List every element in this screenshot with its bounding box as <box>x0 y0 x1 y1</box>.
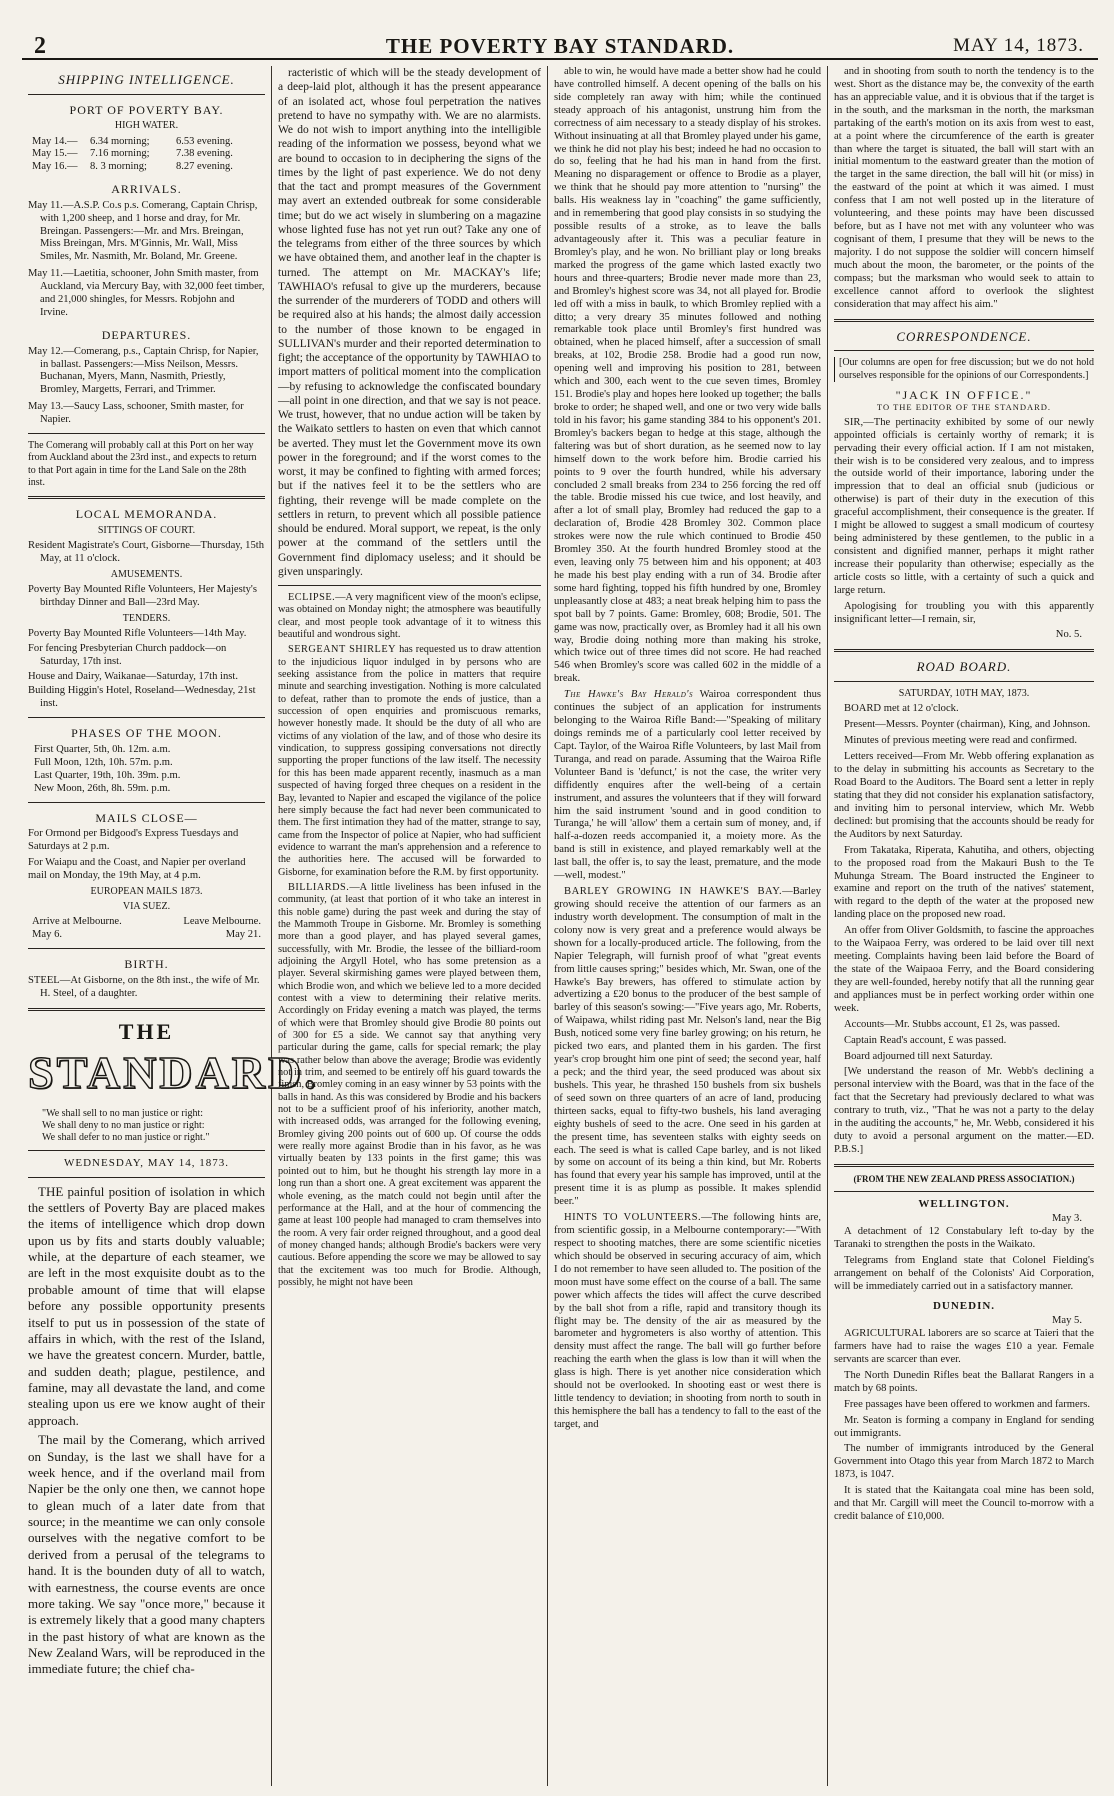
road-board-paragraph: Board adjourned till next Saturday. <box>844 1050 993 1062</box>
arrival-entry: May 11.—Laetitia, schooner, John Smith master, from Auckland, via Mercury Bay, with 32,000 feet timber, and 21,000 shingles, for Messrs. Robjohn and Irvine. <box>28 268 265 319</box>
road-board-paragraph: BOARD met at 12 o'clock. <box>844 703 959 715</box>
moon-phase: Full Moon, 12th, 10h. 57m. p.m. <box>34 756 173 768</box>
mails-line: For Ormond per Bidgood's Express Tuesdays and Saturdays at 2 p.m. <box>28 828 239 853</box>
wellington-heading: WELLINGTON. <box>918 1197 1010 1210</box>
wellington-date: May 3. <box>1051 1213 1082 1225</box>
road-board-paragraph: Letters received—From Mr. Webb offering explanation as to the delay in submitting his accounts as Secretary to the Road Board to the Auditors. The Board sent a letter in reply stating that they did not consider his explanation satisfactory, and inviting him to personal interview, which Mr. Webb declined: but promising that the accounts should be ready for the Auditors by next Saturday. <box>834 751 1094 840</box>
telegram-item: Mr. Seaton is forming a company in England for sending out immigrants. <box>834 1414 1094 1439</box>
local-item: BILLIARDS.—A little liveliness has been infused in the community, (at least that portion of it who take an interest in this noble game) during the past week and during the stay of the Mammoth Troupe in Gisborne. Mr. Bromley is something more than a good player, and has played several games, successfully, with Mr. Brodie, the lessee of the billiard-room adjoining the Argyll Hotel, who has some pretension as a player. Several skirmishing games were played between them, which Brodie won, and which we believe led to a more decided contest with a view to determining their relative merits. Accordingly on Friday evening a match was played, the terms of which were that Bromley should give Brodie 80 points out of 300 for £5 a side. We cannot say that anything very particular during the game, calls for special remark; the play was rather below than above the average; Brodie was evidently not in trim, and seemed to be entirely off his guard towards the finish, Bromley coming in an easy winner by 53 points with the balls in hand. As this was considered by Brodie and his backers not to be a sufficient proof of his inferiority, another match, with increased odds, was arranged for the following evening, Bromley giving 200 points out of 600 up. Of course the odds were really more against Brodie than in his favor, as he was virtually beaten by 133 points in the first game; this was pointed out to him, but he thought his strength lay more in a long run than a short one. A great excitement was apparent the whole evening, as the match could not begin until after the performance at the Hall, and at the hour of commencing the game at least 100 people had managed to cram themselves into the room. A very fair order reigned throughout, and a good deal of money changed hands; although Brodie's backers were very cautious. Before appending the score we may be allowed to say that the excitement was too much for Brodie. Although, possibly, he might not have been <box>278 881 541 1288</box>
billiards-continuation: able to win, he would have made a better show had he could have controlled himself. A decent opening of the balls on his side completely ran away with him; while the continued steady approach of his antagonist, unstrung him from the correctness of aim necessary to a steady display of his strokes. Without insinuating at all that Bromley played under his game, we think he did not play his best; indeed he had no occasion to do so, feeling that he had his man in hand from the first. Meaning no disparagement or offence to Brodie as a player, we think that he should pay more attention to "nursing" the balls. His weakness lay in "coaching" the game sufficiently, and in remembering that good play consists in so studying the possible results of a stroke, as to leave the balls advantageously after it. This was a peculiar feature in Bromley's play, and he won. No brilliant play or long breaks marked the progress of the game which lasted exactly two hours and three-quarters; Brodie never made more than 23, and Bromley's highest score was 34, not all played for. Brodie led off with a miss in baulk, to which Bromley replied with a ditto; a very dreary 35 minutes followed and nothing remarkable took place until Bromley's first hundred was obtained, when he placed himself, after a succession of small breaks, at 102, Brodie 258. Brodie had a good run now, opening well and improving his position to 281, between which and 300, each went to the cue seven times, Bromley 151. Brodie's play and hopes here looked up together; the balls broke to order; he shaped well, and one or two very wide balls told in his favor; his game standing 384 to his opponent's 201. Bromley's backers began to hedge at this stage, although the faltering was but of short duration, as he seemed now to lay himself down to the work before him. Brodie carried his points to 9 over the fourth hundred, while his adversary concluded 2 small breaks from 234 to 256 forcing the red off the table. Brodie missed his cue twice, and lost heavily, and after a lot of small play, Bromley had reduced the gap to a declaration of, Brodie 428 Bromley 302. Common place strokes were now the rule which continued to Brodie 450 Bromley 350. At the fourth hundred Bromley stood at the even, leaving only 75 between him and his opponent; at 403 he made his best play ending with a run of 34. Brodie after some hard fighting, topped his fifth hundred by one, Bromley unpleasantly close at 483; a neat break helping him to pass the spot ball by 7 points. Game: Bromley, 608; Brodie, 501. The game was now, practically over, as Bromley had it all his own way, Brodie doing nothing more than making his stroke, which twice out of three times did not score. He had reached 546 when Bromley's score was called 602 in the middle of a break. <box>554 66 821 685</box>
letter-signature: No. 5. <box>1055 629 1082 641</box>
moon-phase: Last Quarter, 19th, 10h. 39m. p.m. <box>34 769 181 781</box>
road-board-paragraph: Accounts—Mr. Stubbs account, £1 2s, was passed. <box>844 1018 1060 1030</box>
european-mails-heading: EUROPEAN MAILS 1873. <box>90 885 203 897</box>
birth-heading: BIRTH. <box>124 957 169 972</box>
tender-entry: House and Dairy, Waikanae—Saturday, 17th inst. <box>28 670 238 682</box>
masthead <box>22 18 1098 60</box>
sittings-entry: Resident Magistrate's Court, Gisborne—Thursday, 15th May, at 11 o'clock. <box>28 539 265 564</box>
leader-paragraph: The mail by the Comerang, which arrived on Sunday, is the last we shall have for a week hence, and if the overland mail from Napier be the only one then, we cannot hope to glean much of a later date from that source; in the meantime we can only console ourselves with the negative comfort to be derived from a perusal of the telegrams to hand. It is the bounden duty of all to watch, with earnestness, the course events are once more taking. We say "once more," because it is extremely likely that a good many chapters in the past history of what are known as the New Zealand Wars, will be reproduced in the immediate future; the chief cha- <box>28 1432 265 1677</box>
road-board-paragraph: Present—Messrs. Poynter (chairman), King, and Johnson. <box>844 719 1091 731</box>
departure-entry: May 13.—Saucy Lass, schooner, Smith master, for Napier. <box>28 401 244 426</box>
tide-row: May 15.— 7.16 morning; 7.38 evening. <box>32 148 233 160</box>
tender-entry: For fencing Presbyterian Church paddock—on Saturday, 17th inst. <box>28 642 227 667</box>
port-heading: PORT OF POVERTY BAY. <box>69 102 224 117</box>
sittings-heading: SITTINGS OF COURT. <box>97 524 196 536</box>
mails-line: For Waiapu and the Coast, and Napier per overland mail on Monday, the 19th May, at 4 p.m. <box>28 857 246 881</box>
telegram-item: The North Dunedin Rifles beat the Ballarat Rangers in a match by 68 points. <box>834 1369 1094 1394</box>
road-board-date: SATURDAY, 10TH MAY, 1873. <box>898 688 1030 700</box>
road-board-paragraph: Minutes of previous meeting were read and confirmed. <box>844 735 1077 747</box>
telegram-item: Telegrams from England state that Colonel Fielding's arrangement on behalf of the Colonists' Aid Corporation, will be immediately carried out in a satisfactory manner. <box>834 1255 1094 1292</box>
leading-article <box>28 1184 265 1678</box>
logo-standard: STANDARD. <box>28 1047 319 1099</box>
leader-continuation: racteristic of which will be the steady development of a deep-laid plot, although it has the present appearance of an isolated act, whose foul perpetration the natives pretend to have no sympathy with. We are no alarmists. We do not wish to import anything into the intelligible reading of the information we possess, beyond what we are bound to occasion to in deciphering the signs of the times by the light of past experience. We do not deny that the tact and prompt measures of the Government may avert an extended outbreak for some considerable time; but do we act wisely in slumbering on a magazine whose lighted fuse has not yet run out? Take any one of the telegrams from either of the three sources by which we have obtained them, and another leaf in the chapter is turned. The attempt on Mr. MACKAY's life; TAWHIAO's refusal to give up the murderers, because the surrender of the murderers of TODD and others will be required also at his hands; the almost daily accession to the number of those known to be engaged in SULLIVAN's murder and their reported determination to fight; the acceptance of the opportunity by TAWHIAO to import matters of political moment into the complication—by refusing to acknowledge the confiscated boundary—all point in one direction, and that we say is not peace. We trust, however, that no undue action will be taken by the Waikato settlers to hasten on even that which cannot be averted. They must let the Government move its own power in the foreground; and if the worst comes to the worst, it may be confined to fighting with armed forces; but if the natives feel it to be the settlers who are fighting, their revenge will be made complete on the settlers in return, to prevent which all possible patience should be endured. Moral support, we repeat, is the only power at the command of the settlers until the Government find diplomacy useless; and it should be given unsparingly. <box>278 67 542 578</box>
page-number: 2 <box>34 33 46 59</box>
road-board-heading: ROAD BOARD. <box>916 659 1012 675</box>
leader-dateline: WEDNESDAY, MAY 14, 1873. <box>64 1157 229 1170</box>
shipping-notice: The Comerang will probably call at this Port on her way from Auckland about the 23rd inst., and expects to return to that Port again in time for the Land Sale on the 28th inst. <box>28 440 257 488</box>
press-association-credit: (FROM THE NEW ZEALAND PRESS ASSOCIATION.) <box>853 1173 1075 1184</box>
tender-entry: Poverty Bay Mounted Rifle Volunteers—14th May. <box>28 627 247 639</box>
local-item: SERGEANT SHIRLEY has requested us to draw attention to the injudicious liquor indulged in by persons who are seeking assistance from the police in matters that require minute and searching investigation. Nothing is more calculated to defeat, rather than to promote the ends of justice, than a succession of open enquiries and promiscuous remarks, however honestly made. It should be the duty of all who are victims of any violation of the law, and of those who desire its vindication, to suppress gossiping conversations not directly supporting the proper functions of the law itself. The necessity for this has been made apparent recently, inasmuch as a man suspected of having forged three cheques on a resident in the Bay, levanted to Napier and escaped the vigilance of the police here simply because the fact had never been communicated to them. The first intimation they had of the matter, strange to say, came from the Inspector of police at Napier, who had sufficient evidence to warrant the man's apprehension and a reference to the authorities here. The accused will be forwarded to Gisborne, for examination before the R.M. by first opportunity. <box>278 644 541 878</box>
departures-heading: DEPARTURES. <box>101 327 192 342</box>
telegram-item: It is stated that the Kaitangata coal mine has been sold, and that Mr. Cargill will meet the Council to-morrow with a credit balance of £10,000. <box>834 1485 1094 1523</box>
dunedin-date: May 5. <box>1051 1315 1082 1327</box>
column-1 <box>22 66 319 1786</box>
hints-continuation: and in shooting from south to north the tendency is to the west. Short as the distance may be, the convexity of the earth has an appreciable value, and it is obvious that if the target is in the south, and the marksman in the north, the marksman partaking of the earth's motion on its axis from west to east, at a point where the circumference of the earth is greater than where the target is situated, the ball will start with an initial momentum to the eastward greater than the motion of the target in the same direction, the ball will hit (or miss) in the eastward of the point at which it was aimed. I must confess that I am not well posted up in the literature of volunteering, and these points may have been discussed before, but as I have not met with any volunteer who was cognisant of them, I presume that they will be news to the majority. I do not suppose the soldier will concern himself much about the moon, the barometer, or the points of the compass; but the marksman who would seek to attain to excellence cannot afford to overlook the slightest consideration that may affect his aim." <box>834 66 1094 310</box>
mails-labels: Arrive at Melbourne. Leave Melbourne. <box>32 916 261 928</box>
moon-phase: New Moon, 26th, 8h. 59m. p.m. <box>34 782 171 794</box>
column-2 <box>272 66 548 1786</box>
road-board-paragraph: From Takataka, Riperata, Kahutiha, and others, objecting to the proposed road from the Makauri Bush to the Te Muhunga Stream. The Board instructed the Engineer to examine and report on the truth of the natives' statement, with regard to the depth of the water at the proposed new landing place on the proposed new road. <box>834 844 1094 921</box>
arrivals-heading: ARRIVALS. <box>111 182 182 197</box>
local-item: HINTS TO VOLUNTEERS.—The following hints are, from scientific gossip, in a Melbourne contemporary:—"With respect to shooting matches, there are some scientific niceties which should be observed in securing accuracy of aim, which I do not remember to have seen alluded to. The position of the moon must have some effect on the course of a ball. The same power which affects the tides will affect the curve described by the ball shot from a rifle, rapid and transitory though its flight may be. The density of the air as measured by the barometer and hygrometers is also worthy of attention. This density must affect the range. The ball will go further before reaching the earth when the glass is low than it will when the glass is high. There is yet another nice consideration which should not be overlooked. In shooting east or west there is little tendency to deviation; in shooting from north to south in this hemisphere the ball has a tendency to fall to the east of the target, and <box>554 1212 821 1430</box>
road-board-paragraph: An offer from Oliver Goldsmith, to fascine the approaches to the Waipaoa Ferry, was ordered to be laid over till next meeting. Complaints having been laid before the Board of the state of the Waipaoa Ferry, and the Board considering they are well-founded, hereby notify that all the running gear and appliances must be in perfect working order within one week. <box>834 925 1094 1014</box>
telegram-item: Free passages have been offered to workmen and farmers. <box>844 1398 1091 1410</box>
motto: "We shall sell to no man justice or right: We shall deny to no man justice or right: We shall defer to no man justice or right." <box>42 1107 210 1143</box>
moon-heading: PHASES OF THE MOON. <box>71 726 222 741</box>
correspondence-heading: CORRESPONDENCE. <box>896 328 1032 344</box>
tide-table <box>28 136 265 174</box>
tide-row: May 16.— 8. 3 morning; 8.27 evening. <box>32 161 233 173</box>
local-item: ECLIPSE.—A very magnificent view of the moon's eclipse, was obtained on Monday night; the atmosphere was beautifully clear, and most people took advantage of it to witness this beautiful and wondrous sight. <box>278 592 541 641</box>
telegram-item: A detachment of 12 Constabulary left to-day by the Taranaki to strengthen the posts in the Waikato. <box>834 1226 1094 1251</box>
letter-addressee: TO THE EDITOR OF THE STANDARD. <box>876 402 1052 413</box>
logo-the: THE <box>118 1018 175 1044</box>
tender-entry: Building Higgin's Hotel, Roseland—Wednesday, 21st inst. <box>28 685 256 710</box>
letter-title: "JACK IN OFFICE." <box>895 387 1033 402</box>
telegram-item: AGRICULTURAL laborers are so scarce at Taieri that the farmers have had to raise the wages £10 a year. Female servants are scarcer than ever. <box>834 1328 1094 1365</box>
local-item: The Hawke's Bay Herald's Wairoa correspondent thus continues the subject of an application for instruments belonging to the Wairoa Rifle Band:—"Speaking of military doings reminds me of a particularly cool letter received by Capt. Taylor, of the Wairoa Rifle Volunteers, by last Mail from Turanga, and read on parade. Assuming that the Wairoa Rifle Volunteer Band is 'defunct,' is not the case, the writer very diffidently enquires after the well-being of a certain instrument, and assures the volunteers that if they will forward him the said instrument 'sound and in good condition to Turanga,' he will 'allow' them a certain sum of money, and, if half-a-dozen reeds accompanied it, a moiety more. As the band is still in existence, and played remarkably well at the last ball, the offer is, to say the least, premature, and the mode—well, modest." <box>554 689 821 882</box>
correspondence-note: [Our columns are open for free discussion; but we do not hold ourselves responsible for the opinions of our Correspondents.] <box>834 357 1094 381</box>
amusements-heading: AMUSEMENTS. <box>110 568 183 580</box>
telegram-item: The number of immigrants introduced by the General Government into Otago this year from March 1872 to March 1873, is 1047. <box>834 1443 1094 1481</box>
column-4 <box>828 66 1100 1786</box>
mails-heading: MAILS CLOSE— <box>95 810 198 825</box>
issue-date: MAY 14, 1873. <box>953 35 1084 56</box>
road-board-paragraph: Captain Read's account, £ was passed. <box>844 1034 1007 1046</box>
birth-notice: STEEL—At Gisborne, on the 8th inst., the wife of Mr. H. Steel, of a daughter. <box>28 974 260 999</box>
tide-row: May 14.— 6.34 morning; 6.53 evening. <box>32 135 233 147</box>
local-item: BARLEY GROWING IN HAWKE'S BAY.—Barley growing should receive the attention of our farmers as an industry worth development. The consumption of malt in the colony now is very great and a preference would always be shown for a locally-produced article. The following, from the Napier Telegraph, will furnish proof of what "great events from little causes spring;" besides which, Mr. Swan, one of the Hawke's Bay brewers, has offered to stimulate action by advertizing a £20 bonus to the producer of the best sample of barley of this season's sowing:—"Five years ago, Mr. Roberts, of Waipawa, whilst riding past Mr. Nelson's land, near the Big Bush, noticed some very fine barley growing; on his return, he picked two ears, and planted them in his garden. The first year's crop brought him one pint of seed; the second year, half a peck; and the third year, the seed produced was about six bushels. This year, he thrashed 150 bushels from six bushels of seed sown on three quarters of an acre of land, producing thirteen sacks, equal to fifty-two bushels, his land averaging eighty bushels of seed to the acre. One seed in his garden at the present time, has seventeen stalks with eighty seeds on each. The seed is what is called Cape barley, and is not liked by some on account of its being a thin kind, but Mr. Roberts has found that every year his sample has improved, until at the present time it is as plump as possible. It makes splendid beer." <box>554 886 821 1208</box>
leader-paragraph: THE painful position of isolation in which the settlers of Poverty Bay are placed makes the items of intelligence which drop down upon us by fits and starts doubly valuable; while, at the departure of each steamer, we are left in the most exquisite doubt as to the probable amount of time that will elapse before any possible opportunity presents itself to put us in possession of the state of affairs in which, with the rest of the Island, we have the greatest concern. Murder, battle, and sudden death; plague, pestilence, and famine, may all devastate the land, and come stealing upon us ere we know aught of their approach. <box>28 1183 265 1428</box>
dunedin-heading: DUNEDIN. <box>932 1299 996 1312</box>
newspaper-logo <box>28 1018 319 1102</box>
shipping-heading: SHIPPING INTELLIGENCE. <box>58 72 235 87</box>
arrival-entry: May 11.—A.S.P. Co.s p.s. Comerang, Captain Chrisp, with 1,200 sheep, and 1 horse and dray, for Mr. Breingan. Passengers:—Mr. and Mrs. Breingan, Miss Breingan, Mrs. M'Ginnis, Mr. Wall, Miss Smiles, Mr. Nasmith, Mr. Boland, Mr. Greene. <box>28 199 258 263</box>
columns <box>22 66 1098 1786</box>
letter-body: SIR,—The pertinacity exhibited by some of our newly appointed officials is certainly worthy of remark; it is pervading their every official action. If I am not mistaken, their wish is to be considered very zealous, and to impress the outside world of their importance, laboring under the impression that to deal an official snub (judicious or otherwise) is part of their duty in the execution of this graceful accomplishment, their consequence is the greater. If I might be allowed to suggest a small modicum of courtesy being administered by these gentlemen, to the public in a consistent and dignified manner, perhaps it might rather increase their popularity than otherwise; especially as the article costs so little, with a certainty of such a quick and large return. <box>834 416 1094 596</box>
letter-body: Apologising for troubling you with this apparently insignificant letter—I remain, sir, <box>834 600 1094 625</box>
newspaper-title: THE POVERTY BAY STANDARD. <box>385 34 735 58</box>
memoranda-heading: LOCAL MEMORANDA. <box>75 506 218 521</box>
moon-phase: First Quarter, 5th, 0h. 12m. a.m. <box>34 743 171 755</box>
column-3 <box>548 66 828 1786</box>
via-suez: VIA SUEZ. <box>122 901 171 913</box>
departure-entry: May 12.—Comerang, p.s., Captain Chrisp, for Napier, in ballast. Passengers:—Miss Neilson, Messrs. Buchanan, Myers, Mann, Nasmith, Priestly, Bromley, Margetts, Ferrari, and Trimmer. <box>28 345 259 396</box>
high-water-heading: HIGH WATER. <box>114 120 179 132</box>
mails-dates: May 6. May 21. <box>32 929 261 941</box>
amusements-entry: Poverty Bay Mounted Rifle Volunteers, Her Majesty's birthday Dinner and Ball—23rd May. <box>28 583 257 608</box>
road-board-paragraph: [We understand the reason of Mr. Webb's declining a personal interview with the Board, was that in the face of the fact that the Secretary had previously declared to what was contrary to truth, viz., "That he was not a party to the delay in the auditing the accounts," he, Mr. Webb, considered it his duty to avoid a personal argument on the matter.—ED. P.B.S.] <box>834 1066 1094 1155</box>
tenders-heading: TENDERS. <box>122 612 171 624</box>
